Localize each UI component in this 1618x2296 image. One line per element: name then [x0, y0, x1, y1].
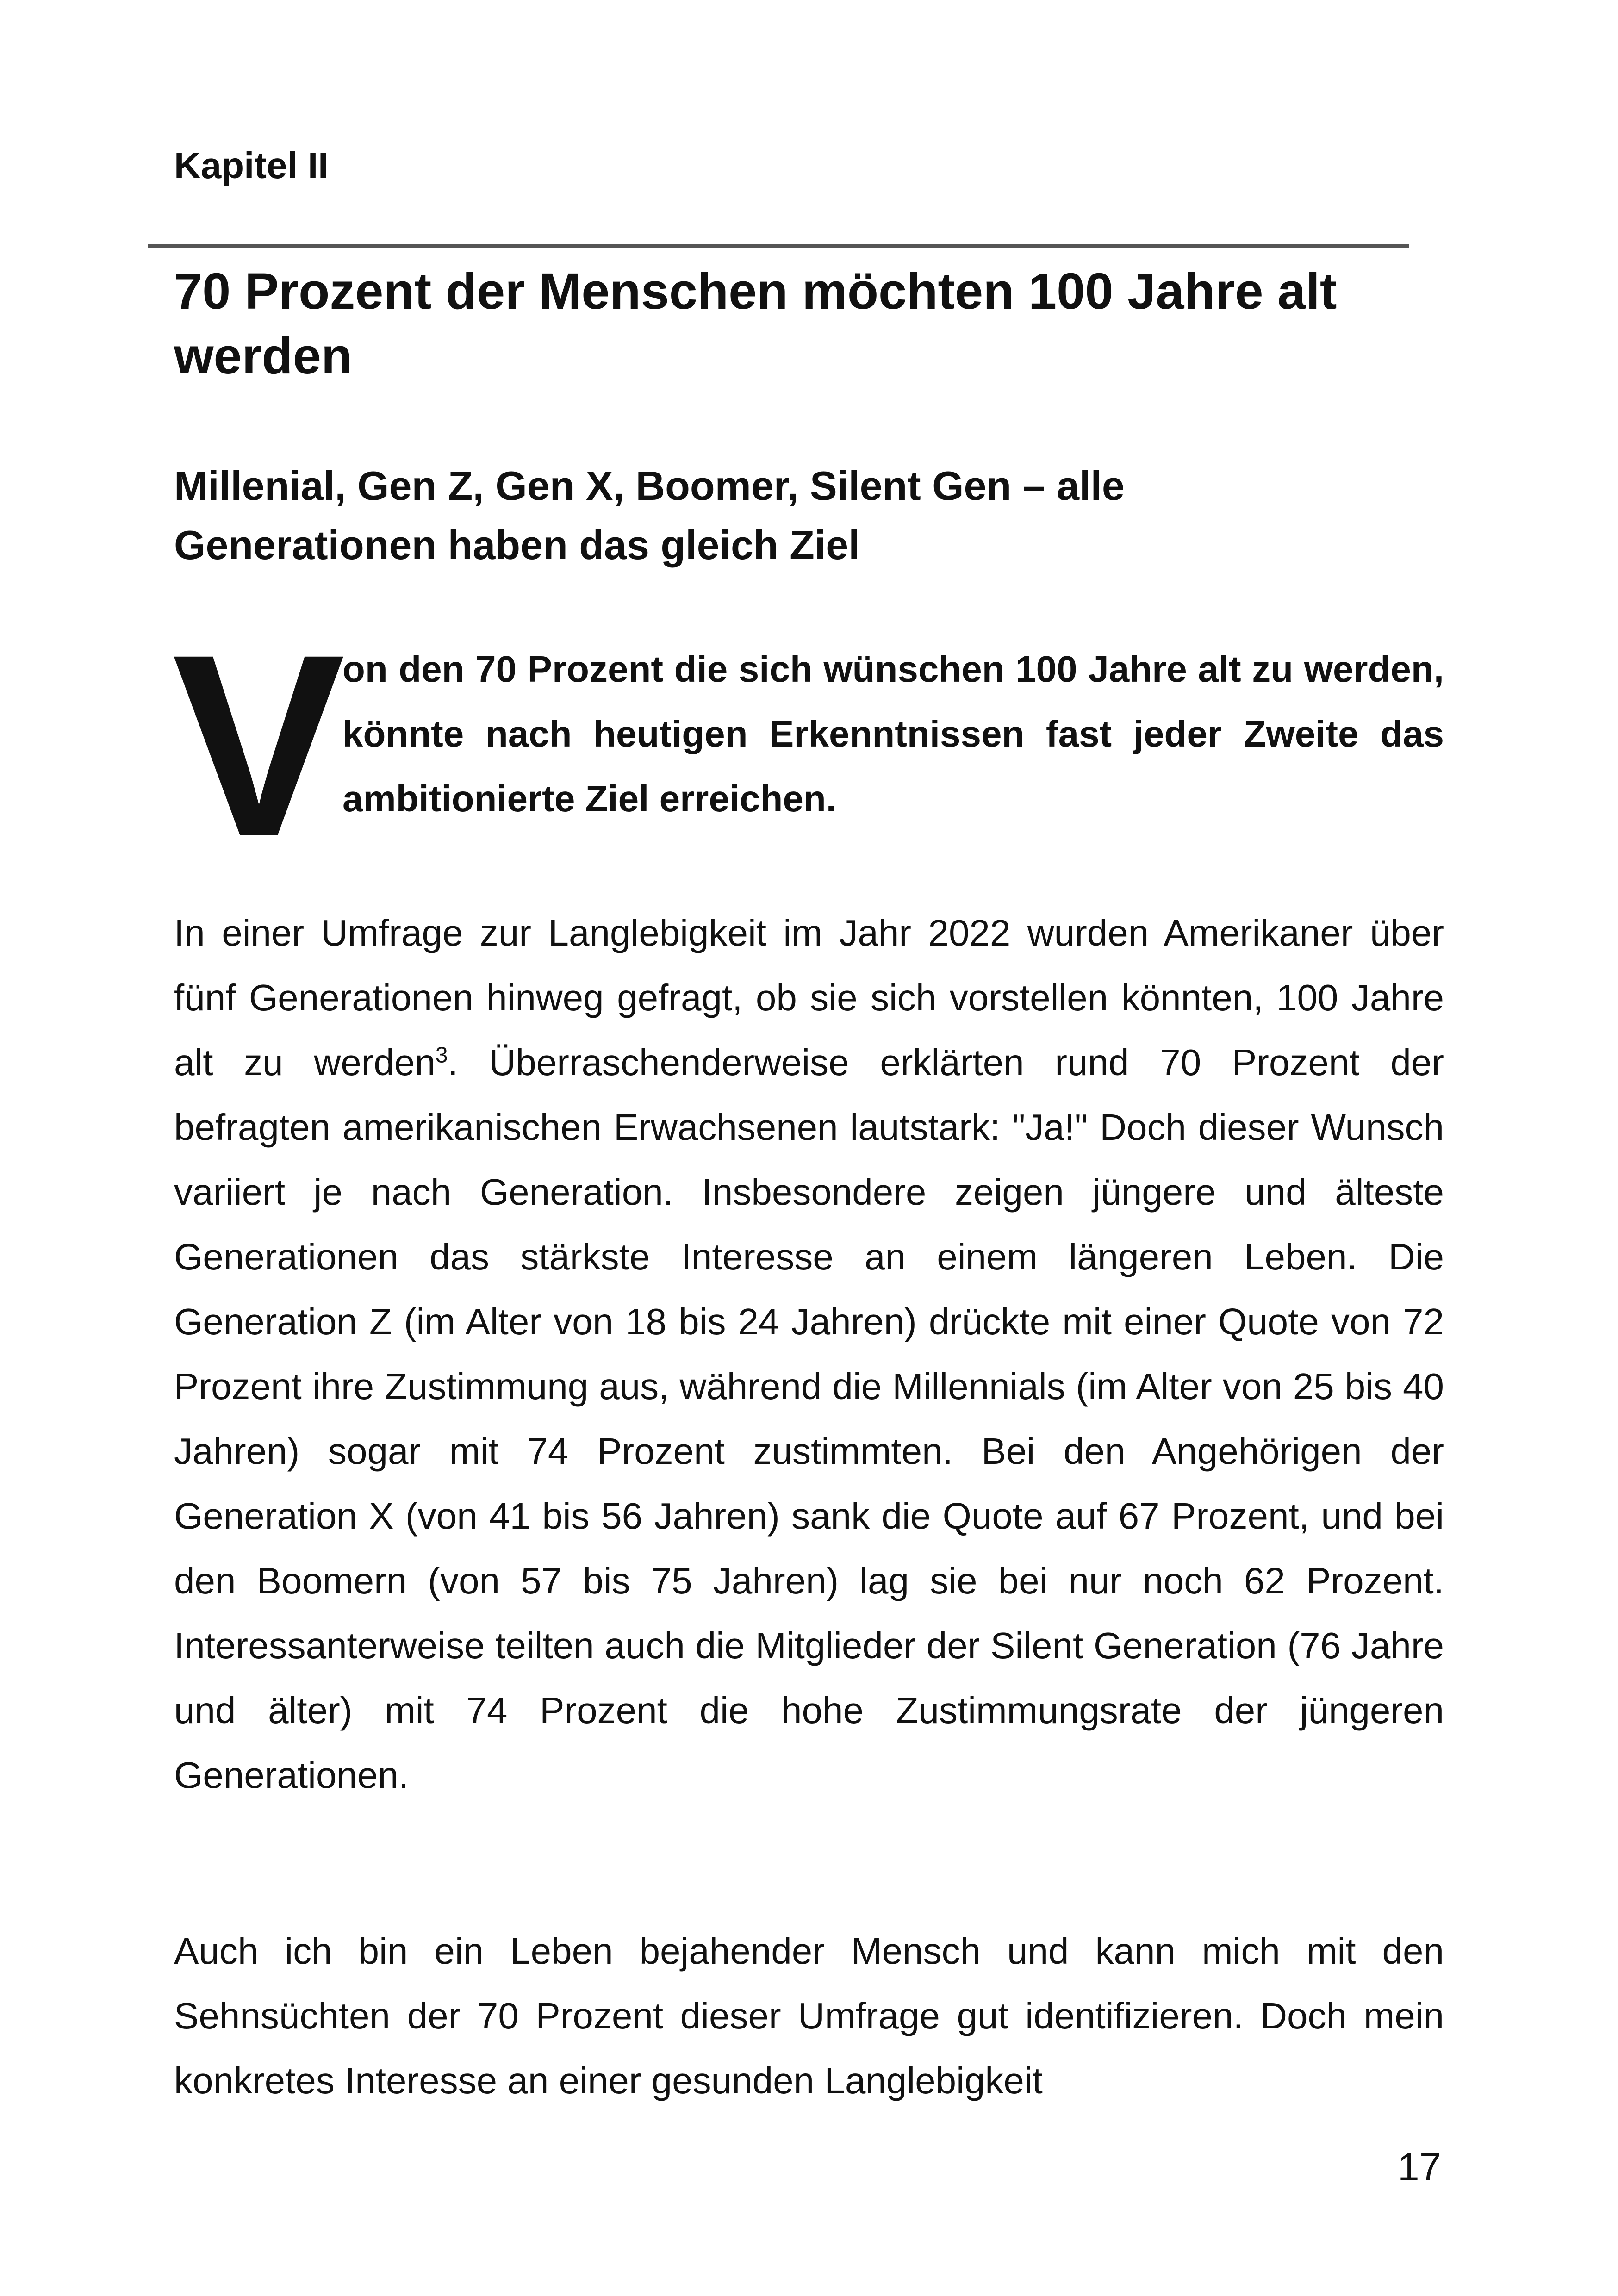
chapter-title: 70 Prozent der Menschen möchten 100 Jahre alt werden [174, 263, 1337, 385]
body-paragraph-1-text-b: . Überraschenderweise erklärten rund 70 Prozent der befragten amerikanischen Erwachsenen lautstark: "Ja!" Doch dieser Wunsch variiert je nach Generation. Insbesondere zeigen jüngere und älteste Generationen das stärkste Interesse an einem längeren Leben. Die Generation Z (im Alter von 18 bis 24 Jahren) drückte mit einer Quote von 72 Prozent ihre Zustimmung aus, während die Millennials (im Alter von 25 bis 40 Jahren) sogar mit 74 Prozent zustimmten. Bei den Angehörigen der Generation X (von 41 bis 56 Jahren) sank die Quote auf 67 Prozent, und bei den Boomern (von 57 bis 75 Jahren) lag sie bei nur noch 62 Prozent. Interessanterweise teilten auch die Mitglieder der Silent Generation (76 Jahre und älter) mit 74 Prozent die hohe Zustimmungsrate der jüngeren Generationen. [174, 1042, 1444, 1796]
body-paragraph-1 [174, 901, 1444, 1808]
body-paragraph-2: Auch ich bin ein Leben bejahender Mensch und kann mich mit den Sehnsüchten der 70 Prozent dieser Umfrage gut identifizieren. Doch mein konkretes Interesse an einer gesunden Langlebigkeit [174, 1930, 1444, 2101]
footnote-reference[interactable]: 3 [435, 1043, 448, 1068]
chapter-subtitle: Millenial, Gen Z, Gen X, Boomer, Silent Gen – alle Generationen haben das gleich Ziel [174, 463, 1125, 568]
body-paragraph-1-text-a: In einer Umfrage zur Langlebigkeit im Jahr 2022 wurden Amerikaner über fünf Generationen hinweg gefragt, ob sie sich vorstellen könnten, 100 Jahre alt zu werden [174, 912, 1444, 1083]
heading-divider [148, 244, 1409, 248]
drop-cap: V [172, 600, 345, 890]
page-number: 17 [1398, 2145, 1441, 2189]
lead-paragraph: on den 70 Prozent die sich wünschen 100 Jahre alt zu werden, könnte nach heutigen Erkenntnissen fast jeder Zweite das ambitionierte Ziel erreichen. [342, 648, 1444, 819]
chapter-label: Kapitel II [174, 145, 329, 186]
